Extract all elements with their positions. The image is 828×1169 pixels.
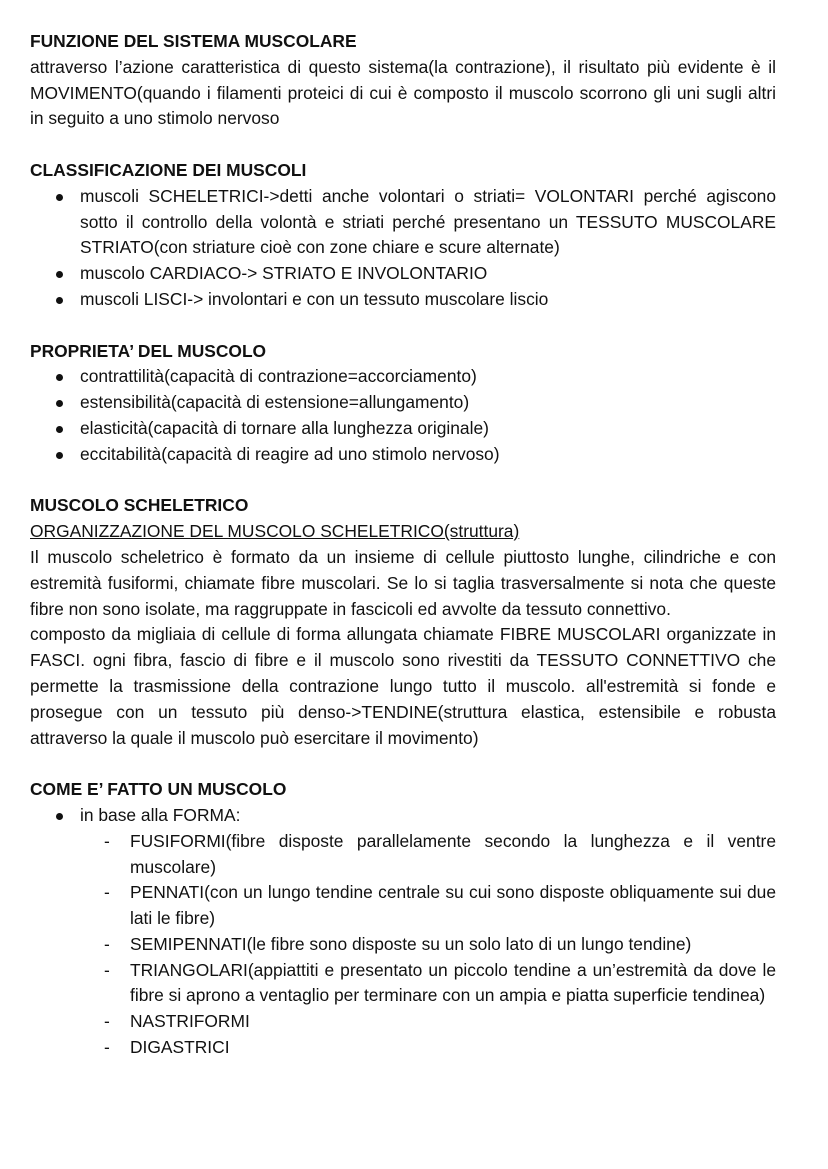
dash-icon: - xyxy=(104,933,110,954)
bullet-icon xyxy=(56,400,63,407)
dash-item-text: DIGASTRICI xyxy=(130,1037,230,1058)
list-item xyxy=(30,416,776,442)
dash-item-text: PENNATI(con un lungo tendine centrale su cui sono disposte obliquamente sui due lati le fibre) xyxy=(130,882,776,929)
list-item-text: muscolo CARDIACO-> STRIATO E INVOLONTARIO xyxy=(80,263,488,284)
subheading: ORGANIZZAZIONE DEL MUSCOLO SCHELETRICO(struttura) xyxy=(30,521,520,542)
dash-icon: - xyxy=(104,830,110,851)
dash-item xyxy=(80,1009,776,1035)
list-item-text: muscoli SCHELETRICI->detti anche volontari o striati= VOLONTARI perché agiscono sotto il controllo della volontà e striati perché presentano un TESSUTO MUSCOLARE STRIATO(con striature cioè con zone chiare e scure alternate) xyxy=(80,185,776,258)
list-item-text: contrattilità(capacità di contrazione=accorciamento) xyxy=(80,366,477,387)
dash-icon: - xyxy=(104,1011,110,1032)
bullet-icon xyxy=(56,426,63,433)
bullet-list xyxy=(30,803,776,829)
list-item-text: in base alla FORMA: xyxy=(80,804,241,825)
dash-list xyxy=(80,829,776,1061)
list-item-text: muscoli LISCI-> involontari e con un tessuto muscolare liscio xyxy=(80,288,549,309)
dash-icon: - xyxy=(104,959,110,980)
list-item xyxy=(30,442,776,468)
bullet-icon xyxy=(56,271,63,278)
list-item-text: eccitabilità(capacità di reagire ad uno stimolo nervoso) xyxy=(80,443,500,464)
list-item xyxy=(30,364,776,390)
list-item xyxy=(30,287,776,313)
dash-item xyxy=(80,1035,776,1061)
section-come-fatto xyxy=(30,777,776,1061)
section-heading: CLASSIFICAZIONE DEI MUSCOLI xyxy=(30,159,307,180)
section-muscolo-scheletrico xyxy=(30,493,776,751)
paragraph: Il muscolo scheletrico è formato da un insieme di cellule piuttosto lunghe, cilindriche e con estremità fusiformi, chiamate fibre muscolari. Se lo si taglia trasversalmente si nota che queste fibre non sono isolate, ma raggruppate in fascicoli ed avvolte da tessuto connettivo. xyxy=(30,546,776,619)
list-item xyxy=(30,803,776,829)
bullet-icon xyxy=(56,813,63,820)
dash-item xyxy=(80,829,776,881)
list-item xyxy=(30,184,776,261)
dash-item-text: NASTRIFORMI xyxy=(130,1011,250,1032)
section-heading: MUSCOLO SCHELETRICO xyxy=(30,495,249,516)
list-item-text: estensibilità(capacità di estensione=allungamento) xyxy=(80,392,470,413)
dash-item-text: FUSIFORMI(fibre disposte parallelamente secondo la lunghezza e il ventre muscolare) xyxy=(130,830,776,877)
list-item xyxy=(30,390,776,416)
section-proprieta xyxy=(30,339,776,468)
section-heading: FUNZIONE DEL SISTEMA MUSCOLARE xyxy=(30,31,357,51)
paragraph: attraverso l’azione caratteristica di questo sistema(la contrazione), il risultato più evidente è il MOVIMENTO(quando i filamenti proteici di cui è composto il muscolo scorrono gli uni sugli altri in seguito a uno stimolo nervoso xyxy=(30,56,776,129)
dash-item xyxy=(80,880,776,932)
dash-icon: - xyxy=(104,882,110,903)
dash-icon: - xyxy=(104,1037,110,1058)
list-item-text: elasticità(capacità di tornare alla lunghezza originale) xyxy=(80,417,489,438)
dash-item-text: TRIANGOLARI(appiattiti e presentato un piccolo tendine a un’estremità da dove le fibre si aprono a ventaglio per terminare con un ampia e piatta superficie tendinea) xyxy=(130,959,776,1006)
bullet-icon xyxy=(56,297,63,304)
bullet-icon xyxy=(56,194,63,201)
bullet-list xyxy=(30,364,776,467)
dash-item-text: SEMIPENNATI(le fibre sono disposte su un solo lato di un lungo tendine) xyxy=(130,933,692,954)
paragraph: composto da migliaia di cellule di forma allungata chiamate FIBRE MUSCOLARI organizzate in FASCI. ogni fibra, fascio di fibre e il muscolo sono rivestiti da TESSUTO CONNETTIVO che permette la trasmissione della contrazione lungo tutto il muscolo. all'estremità si fonde e prosegue con un tessuto più denso->TENDINE(struttura elastica, estensibile e robusta attraverso la quale il muscolo può esercitare il movimento) xyxy=(30,624,776,748)
section-funzione xyxy=(30,29,776,132)
dash-item xyxy=(80,932,776,958)
document-page xyxy=(30,29,776,1087)
section-heading: COME E’ FATTO UN MUSCOLO xyxy=(30,779,287,800)
section-heading: PROPRIETA’ DEL MUSCOLO xyxy=(30,340,267,361)
list-item xyxy=(30,261,776,287)
bullet-icon xyxy=(56,452,63,459)
bullet-icon xyxy=(56,374,63,381)
dash-item xyxy=(80,958,776,1010)
section-classificazione xyxy=(30,158,776,313)
bullet-list xyxy=(30,184,776,313)
